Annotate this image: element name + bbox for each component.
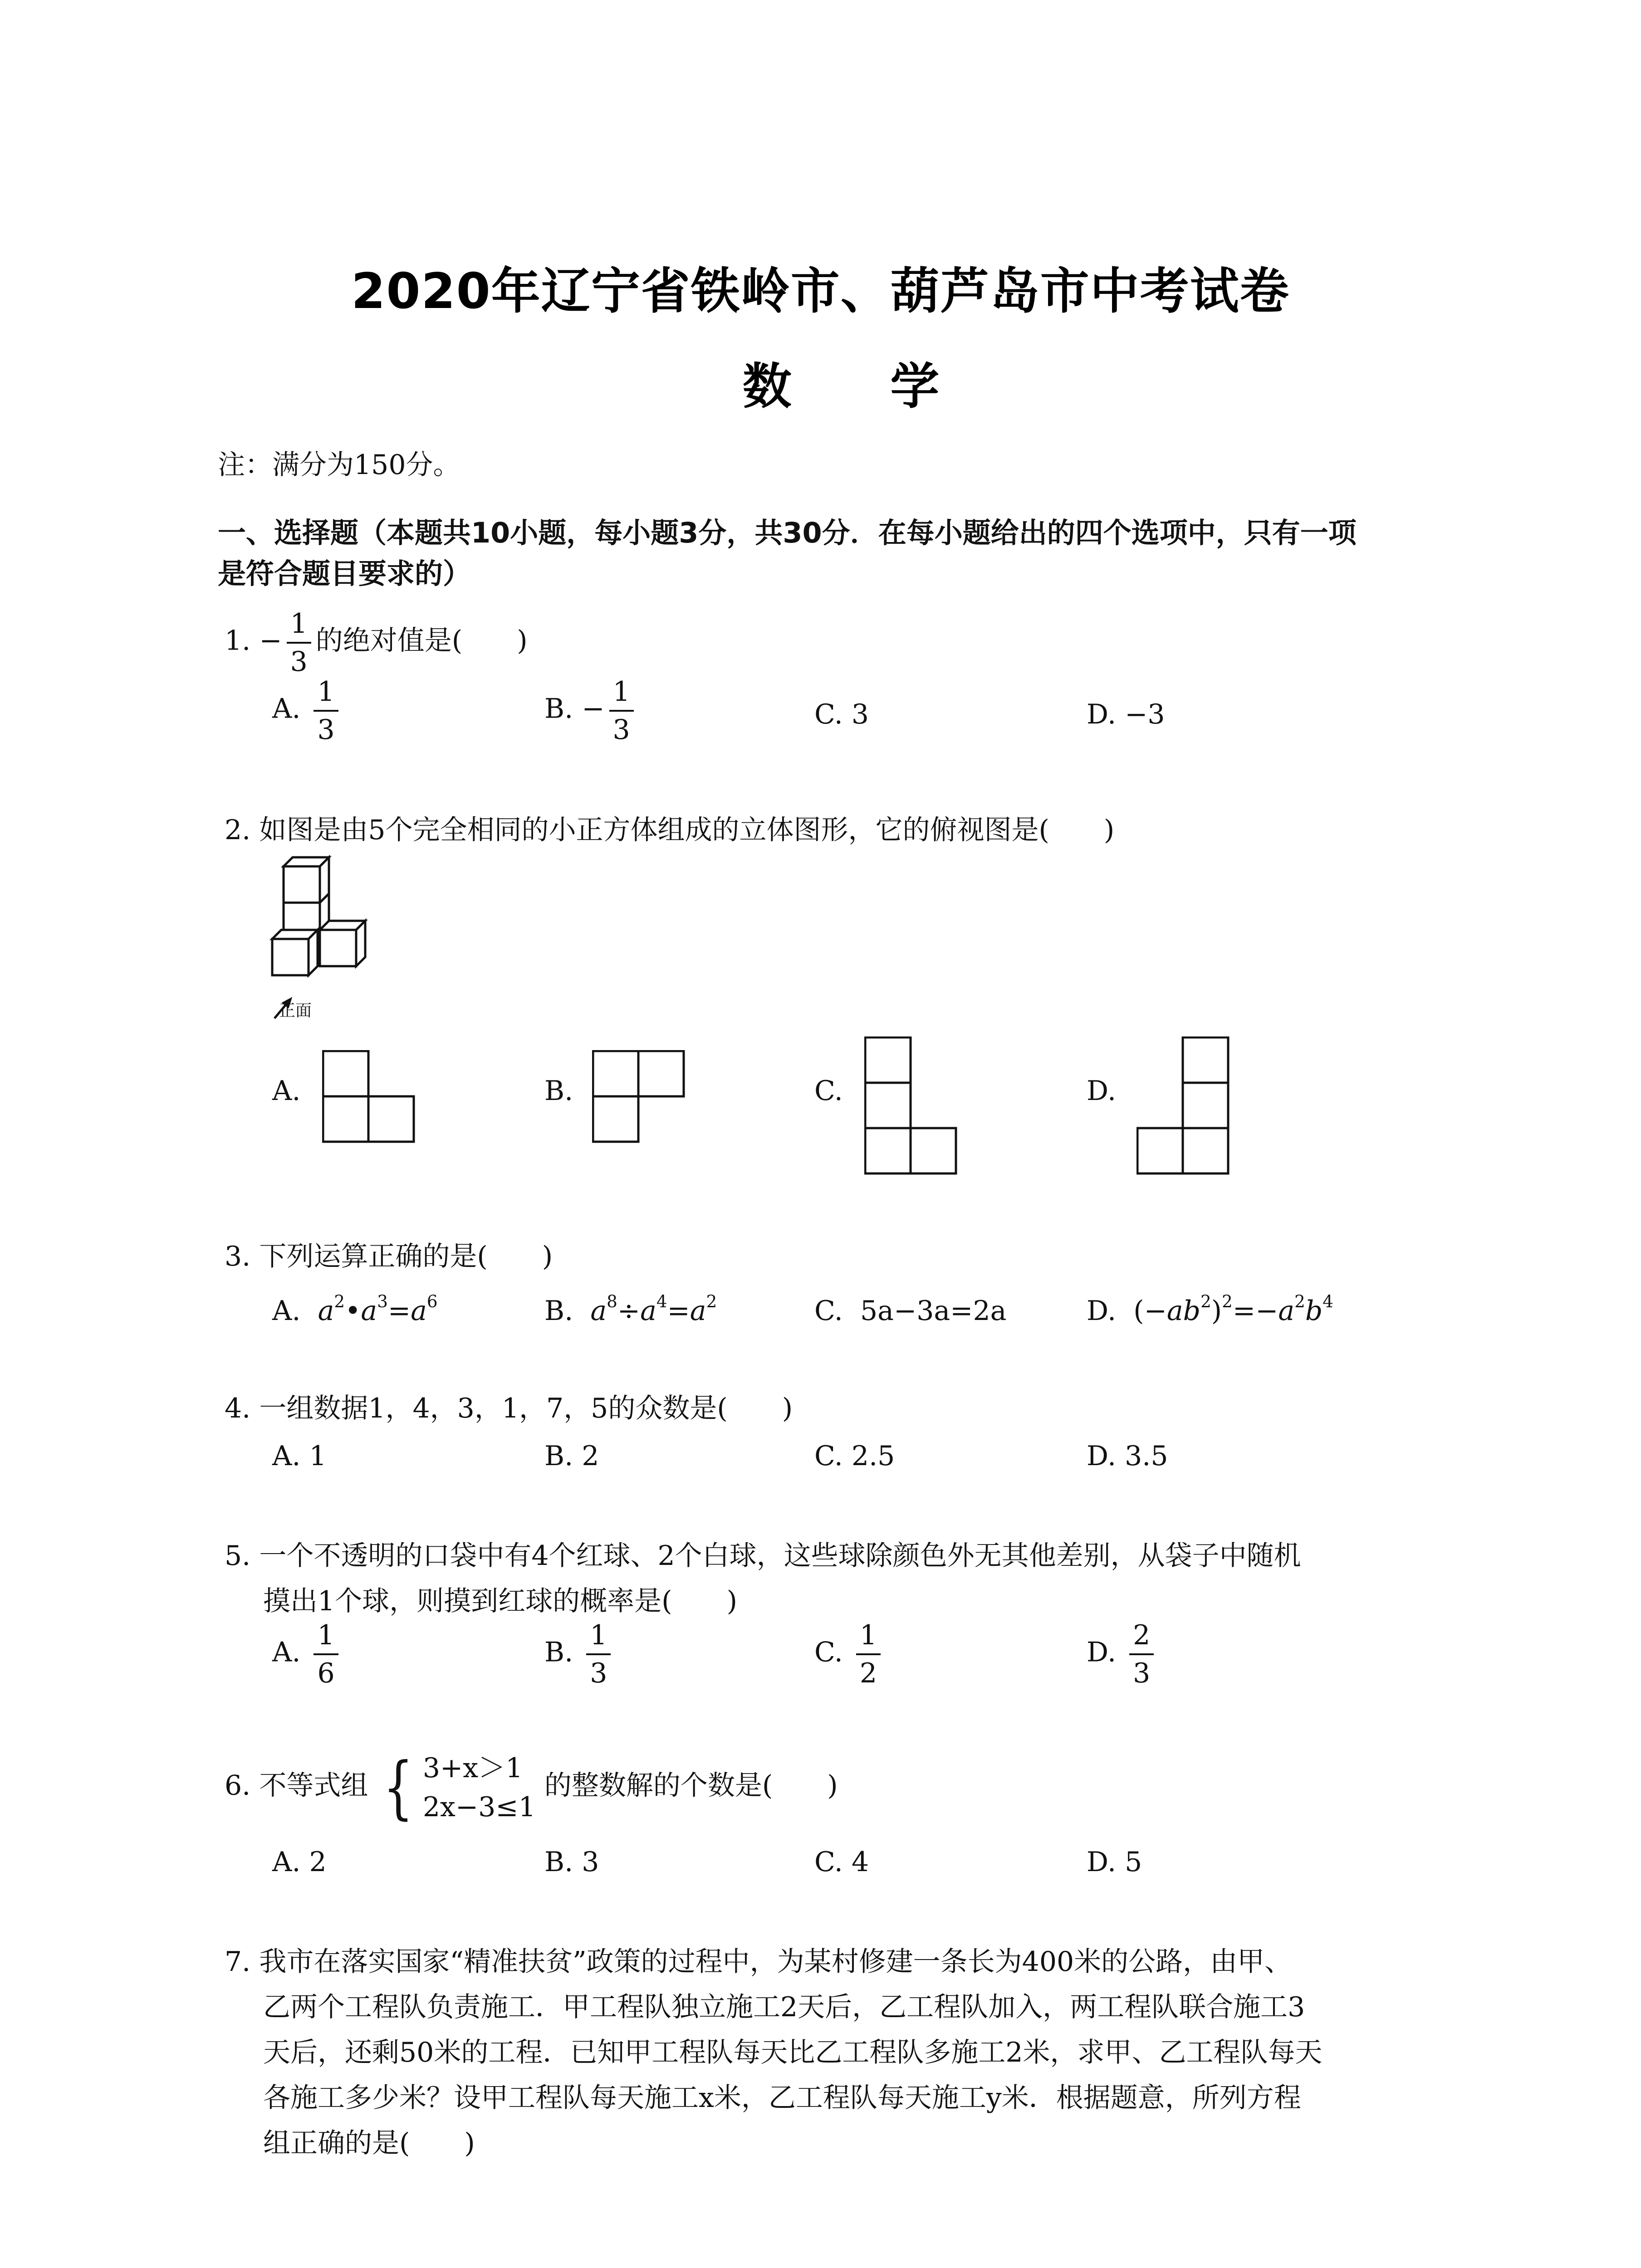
question-7-line4: 各施工多少米？设甲工程队每天施工x米，乙工程队每天施工y米．根据题意，所列方程: [263, 2082, 1301, 2114]
q2-option-c-label[interactable]: C.: [814, 1075, 843, 1107]
q2-option-c-figure[interactable]: [864, 1036, 957, 1175]
question-1-stem: 1. − $\frac{1}{3}$ 的绝对值是( ): [225, 608, 528, 678]
question-7-line5: 组正确的是( ): [263, 2127, 475, 2159]
question-4-stem: 4. 一组数据1，4，3，1，7，5的众数是( ): [225, 1393, 793, 1424]
q2-option-d-figure[interactable]: [1136, 1036, 1230, 1175]
question-5-line2: 摸出1个球，则摸到红球的概率是( ): [263, 1585, 737, 1617]
q6-option-b[interactable]: B. 3: [544, 1846, 599, 1878]
q1-option-d[interactable]: D. −3: [1087, 699, 1165, 730]
q2-option-b-label[interactable]: B.: [544, 1075, 573, 1107]
question-6-stem: 6. 不等式组 { 3+x＞1 2x−3≤1 的整数解的个数是( ): [225, 1748, 838, 1827]
q3-option-a[interactable]: A. $a^2•a^3=a^6$: [272, 1291, 438, 1327]
question-5-line1: 5. 一个不透明的口袋中有4个红球、2个白球，这些球除颜色外无其他差别，从袋子中随机: [225, 1540, 1301, 1572]
score-note: 注：满分为150分。: [218, 449, 460, 481]
brace-symbol: {: [383, 1748, 414, 1827]
section-heading-line1: 一、选择题（本题共10小题，每小题3分，共30分．在每小题给出的四个选项中，只有一项: [218, 516, 1357, 549]
q5-option-c[interactable]: C. $\frac{1}{2}$: [814, 1622, 885, 1687]
q4-option-b[interactable]: B. 2: [544, 1440, 599, 1472]
q3-option-d[interactable]: D. $(-ab^2)^2=-a^2b^4$: [1087, 1291, 1333, 1327]
question-7-line2: 乙两个工程队负责施工．甲工程队独立施工2天后，乙工程队加入，两工程队联合施工3: [263, 1991, 1305, 2023]
q6-option-d[interactable]: D. 5: [1087, 1846, 1142, 1878]
q4-option-a[interactable]: A. 1: [272, 1440, 327, 1472]
q5-option-a[interactable]: A. $\frac{1}{6}$: [272, 1622, 343, 1687]
q5-option-d[interactable]: D. $\frac{2}{3}$: [1087, 1622, 1158, 1687]
q1-option-a[interactable]: A. $\frac{1}{3}$: [272, 678, 343, 743]
q4-option-c[interactable]: C. 2.5: [814, 1440, 895, 1472]
q3-option-c[interactable]: C. 5a−3a=2a: [814, 1295, 1007, 1327]
inequality-system: 3+x＞1 2x−3≤1: [422, 1752, 536, 1823]
q2-option-a-figure[interactable]: [322, 1050, 415, 1143]
question-7-line3: 天后，还剩50米的工程．已知甲工程队每天比乙工程队多施工2米，求甲、乙工程队每天: [263, 2037, 1323, 2068]
exam-title: 2020年辽宁省铁岭市、葫芦岛市中考试卷: [351, 263, 1290, 320]
q5-option-b[interactable]: B. $\frac{1}{3}$: [544, 1622, 615, 1687]
q6-option-c[interactable]: C. 4: [814, 1846, 869, 1878]
q1-option-c[interactable]: C. 3: [814, 699, 869, 730]
q1-option-b[interactable]: B. − $\frac{1}{3}$: [544, 678, 638, 743]
question-3-stem: 3. 下列运算正确的是( ): [225, 1241, 553, 1272]
fraction: $\frac{1}{3}$: [287, 610, 311, 675]
q2-option-d-label[interactable]: D.: [1087, 1075, 1117, 1107]
q2-option-b-figure[interactable]: [592, 1050, 685, 1143]
q6-option-a[interactable]: A. 2: [272, 1846, 327, 1878]
question-2-stem: 2. 如图是由5个完全相同的小正方体组成的立体图形，它的俯视图是( ): [225, 814, 1115, 846]
q3-option-b[interactable]: B. $a^8\div a^4=a^2$: [544, 1291, 717, 1327]
front-label: 正面: [279, 1002, 312, 1020]
q2-option-a-label[interactable]: A.: [272, 1075, 301, 1107]
section-heading-line2: 是符合题目要求的）: [218, 557, 471, 590]
question-7-line1: 7. 我市在落实国家“精准扶贫”政策的过程中，为某村修建一条长为400米的公路，由甲、: [225, 1946, 1292, 1978]
subject-title: 数 学: [742, 358, 980, 415]
q4-option-d[interactable]: D. 3.5: [1087, 1440, 1168, 1472]
